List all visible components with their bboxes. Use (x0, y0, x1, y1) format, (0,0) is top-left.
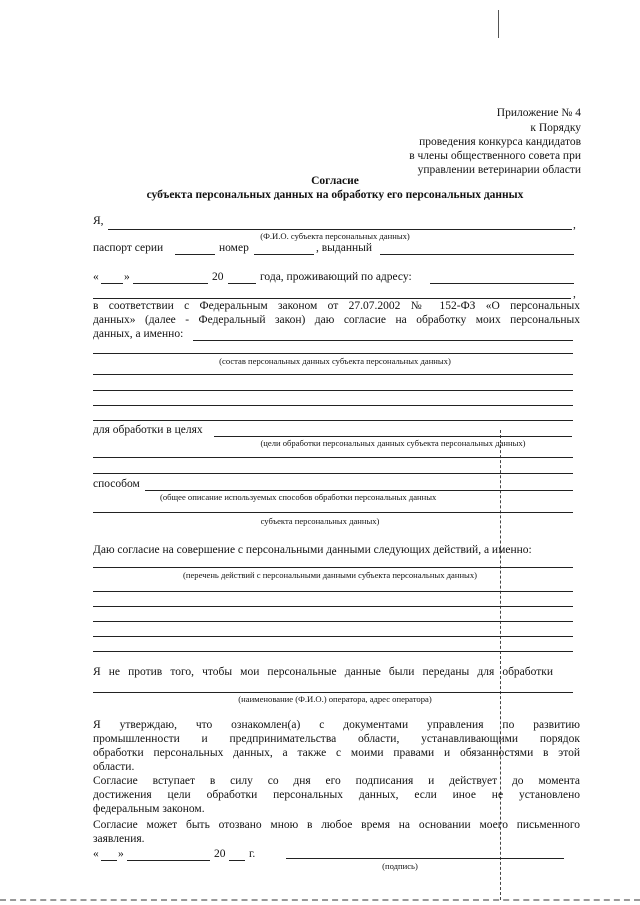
scan-bottom-edge (0, 899, 640, 901)
confirm-line-4: области. (93, 761, 135, 773)
actions-caption: (перечень действий с персональными данными субъекта персональных данных) (183, 570, 477, 580)
composition-line-2[interactable] (93, 374, 573, 375)
operator-caption: (наименование (Ф.И.О.) оператора, адрес оператора) (238, 694, 432, 704)
address-line-1[interactable] (430, 283, 574, 284)
date-year-line[interactable] (228, 283, 256, 284)
transfer-text: Я не против того, чтобы мои персональные данные были переданы для обработки (93, 666, 553, 678)
purpose-line-3[interactable] (93, 473, 573, 474)
passport-series-label: паспорт серии (93, 242, 164, 254)
date-quote-open: « (93, 271, 99, 283)
law-line-1: в соответствии с Федеральным законом от 27.07.2002 № 152-ФЗ «О персональных (93, 300, 580, 312)
actions-line-6[interactable] (93, 651, 573, 652)
method-line-2[interactable] (93, 512, 573, 513)
date-day-line[interactable] (101, 283, 123, 284)
effect-line-2: достижения цели обработки персональных данных, если иное не установлено (93, 789, 580, 801)
method-label: способом (93, 478, 140, 490)
issued-by-line[interactable] (380, 254, 574, 255)
purpose-label: для обработки в целях (93, 424, 203, 436)
method-caption-2: субъекта персональных данных) (260, 516, 380, 526)
composition-line-4[interactable] (93, 405, 573, 406)
footer-day-line[interactable] (101, 860, 117, 861)
purpose-line-2[interactable] (93, 457, 573, 458)
appendix-line-3: проведения конкурса кандидатов (419, 136, 581, 148)
living-label: года, проживающий по адресу: (260, 271, 412, 283)
document-subtitle: субъекта персональных данных на обработку его персональных данных (146, 189, 524, 201)
appendix-line-2: к Порядку (530, 122, 581, 134)
fio-comma: , (573, 219, 576, 231)
actions-line-3[interactable] (93, 606, 573, 607)
operator-line[interactable] (93, 692, 573, 693)
scan-top-mark (498, 10, 499, 38)
footer-year-line[interactable] (229, 860, 245, 861)
ya-label: Я, (93, 215, 104, 227)
footer-month-line[interactable] (127, 860, 210, 861)
passport-series-line[interactable] (175, 254, 215, 255)
confirm-line-2: промышленности и предпринимательства области, устанавливающими порядок (93, 733, 580, 745)
footer-year-20: 20 (214, 848, 226, 860)
composition-line-1[interactable] (93, 353, 573, 354)
law-line-2: данных» (далее - Федеральный закон) даю согласие на обработку моих персональных (93, 314, 580, 326)
actions-line-2[interactable] (93, 591, 573, 592)
revoke-line-2: заявления. (93, 833, 145, 845)
actions-text: Даю согласие на совершение с персональными данными следующих действий, а именно: (93, 544, 532, 556)
effect-line-3: федеральным законом. (93, 803, 205, 815)
method-line-1[interactable] (145, 490, 573, 491)
composition-line-0[interactable] (193, 340, 573, 341)
actions-line-1[interactable] (93, 567, 573, 568)
appendix-line-1: Приложение № 4 (496, 107, 581, 119)
appendix-line-5: управлении ветеринарии области (417, 164, 581, 176)
composition-caption: (состав персональных данных субъекта персональных данных) (219, 356, 451, 366)
fio-caption: (Ф.И.О. субъекта персональных данных) (260, 231, 410, 241)
effect-line-1: Согласие вступает в силу со дня его подписания и действует до момента (93, 775, 580, 787)
date-year-20: 20 (212, 271, 224, 283)
fio-input-line[interactable] (108, 229, 572, 230)
actions-line-5[interactable] (93, 636, 573, 637)
date-quote-close: » (124, 271, 130, 283)
revoke-line-1: Согласие может быть отозвано мною в любое время на основании моего письменного (93, 819, 580, 831)
footer-quote-open: « (93, 848, 99, 860)
passport-number-label: номер (219, 242, 249, 254)
signature-line[interactable] (286, 858, 564, 859)
issued-label: , выданный (316, 242, 373, 254)
purpose-caption: (цели обработки персональных данных субъекта персональных данных) (260, 438, 526, 448)
law-line-3: данных, а именно: (93, 328, 184, 340)
appendix-line-4: в члены общественного совета при (409, 150, 581, 162)
footer-g: г. (249, 848, 256, 860)
confirm-line-1: Я утверждаю, что ознакомлен(а) с документами управления по развитию (93, 719, 580, 731)
composition-line-5[interactable] (93, 420, 573, 421)
purpose-line-1[interactable] (214, 436, 572, 437)
actions-line-4[interactable] (93, 621, 573, 622)
document-title: Согласие (311, 175, 359, 187)
address-comma: , (573, 288, 576, 300)
passport-number-line[interactable] (254, 254, 314, 255)
date-month-line[interactable] (133, 283, 208, 284)
confirm-line-3: обработки персональных данных, а также с моими правами и обязанностями в этой (93, 747, 580, 759)
method-caption-1: (общее описание используемых способов обработки персональных данных (160, 492, 437, 502)
footer-quote-close: » (118, 848, 124, 860)
signature-caption: (подпись) (382, 861, 418, 871)
composition-line-3[interactable] (93, 390, 573, 391)
